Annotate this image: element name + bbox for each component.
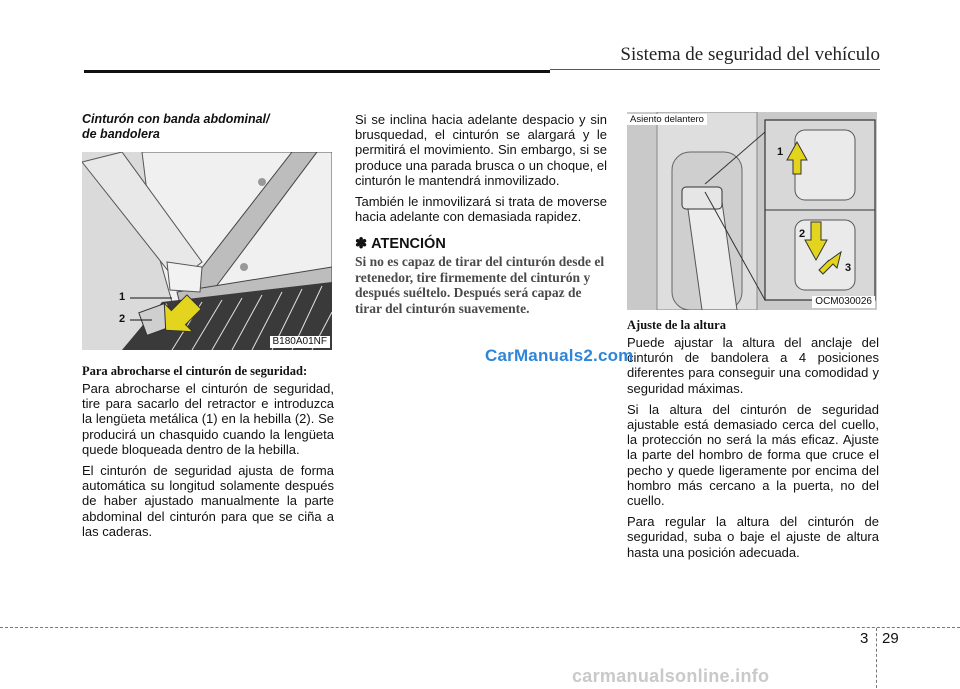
height-paragraph-1: Puede ajustar la altura del anclaje del cinturón de bandolera a 4 posiciones diferentes para conseguir una comodidad y seguridad máximas. [627,335,879,396]
seatbelt-buckle-illustration [82,152,332,350]
figure-code: OCM030026 [812,296,875,308]
subtitle-line-1: Cinturón con banda abdominal/ [82,112,270,126]
middle-paragraph-1: Si se inclina hacia adelante despacio y sin brusquedad, el cinturón se alargará y le permitirá el movimiento. Sin embargo, si se produce una parada brusca o un choque, el cinturón le mantendrá inmovilizado. [355,112,607,188]
figure-callout-1: 1 [119,291,126,303]
buckle-heading: Para abrocharse el cinturón de seguridad: [82,364,308,378]
attention-heading [355,236,607,252]
height-heading: Ajuste de la altura [627,318,726,332]
height-adjuster-drawing [627,112,877,310]
figure-code: B180A01NF [270,336,330,348]
footer-divider [876,628,877,688]
section-subtitle [82,112,334,142]
column-middle [355,112,607,316]
footer-watermark-link[interactable]: carmanualsonline.info [572,666,770,686]
subtitle-line-2: de bandolera [82,127,160,141]
height-paragraph-2: Si la altura del cinturón de seguridad ajustable está demasiado cerca del cuello, la protección no será la más eficaz. Ajuste la parte del hombro de forma que cruce el pecho y quede ligeramente por encima del hombro más cercano a la puerta, no del cuello. [627,401,879,509]
header-rule [84,70,550,73]
column-left [82,112,334,545]
middle-paragraph-2: También le inmovilizará si trata de moverse hacia adelante con demasiada rapidez. [355,194,607,225]
figure-callout-3: 3 [845,262,852,274]
page-header-title: Sistema de seguridad del vehículo [620,44,880,65]
buckle-paragraph-2: El cinturón de seguridad ajusta de forma automática su longitud solamente después de haber ajustado manualmente la parte abdominal del cinturón para que se ciña a las caderas. [82,463,334,539]
column-right [627,112,879,566]
attention-body: Si no es capaz de tirar del cinturón desde el retenedor, tire firmemente del cinturón y después suéltelo. Después será capaz de tirar del cinturón suavemente. [355,254,605,316]
buckle-paragraph-1: Para abrocharse el cinturón de seguridad, tire para sacarlo del retractor e introduzca la lengüeta metálica (1) en la hebilla (2). Se producirá un chasquido cuando la lengüeta quede bloqueada dentro de la hebilla. [82,381,334,457]
figure-top-label: Asiento delantero [627,114,707,125]
chapter-number: 3 [860,630,869,647]
watermark-link[interactable]: CarManuals2.com [485,346,634,365]
figure-callout-2: 2 [799,228,806,240]
attention-asterisk-icon: ✽ [355,236,368,253]
figure-callout-1: 1 [777,146,784,158]
attention-title: ATENCIÓN [371,236,446,253]
footer-rule [0,627,960,628]
header-rule-thin [550,69,880,70]
page-number: 29 [882,630,899,647]
figure-callout-2: 2 [119,313,126,325]
height-paragraph-3: Para regular la altura del cinturón de seguridad, suba o baje el ajuste de altura hasta una posición adecuada. [627,514,879,560]
height-adjuster-illustration [627,112,877,310]
